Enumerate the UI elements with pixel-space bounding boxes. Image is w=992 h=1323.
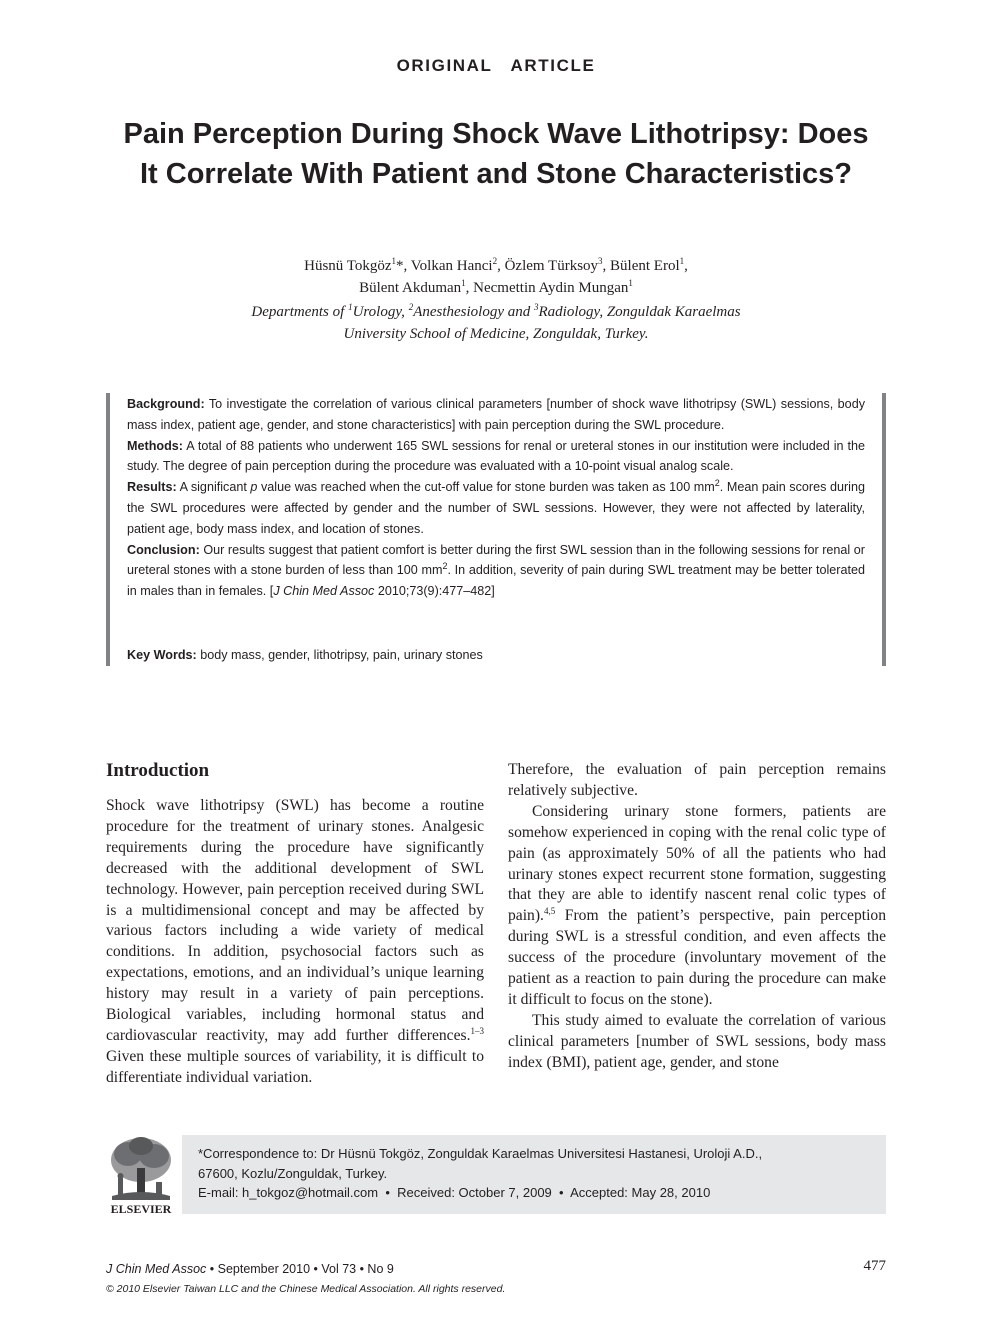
affil-sup: 3 — [534, 302, 539, 312]
author-list — [180, 255, 812, 299]
left-column — [106, 758, 484, 1089]
copyright: © 2010 Elsevier Taiwan LLC and the Chinese Medical Association. All rights reserved. — [106, 1283, 506, 1295]
correspondence-line: *Correspondence to: Dr Hüsnü Tokgöz, Zonguldak Karaelmas Universitesi Hastanesi, Uroloji A.D., — [198, 1146, 763, 1161]
affiliations — [180, 301, 812, 345]
abstract — [127, 394, 865, 602]
received-date: Received: October 7, 2009 — [397, 1185, 552, 1200]
affil-text: Radiology, Zonguldak Karaelmas — [538, 304, 741, 320]
correspondence-email: E-mail: h_tokgoz@hotmail.com — [198, 1185, 379, 1200]
author-name: , Bülent Erol — [602, 258, 680, 274]
abstract-label: Conclusion: — [127, 542, 200, 557]
body-text: Given these multiple sources of variability, it is difficult to differentiate individual variation. — [106, 1047, 484, 1086]
author-name: , Necmettin Aydin Mungan — [465, 280, 629, 296]
page-number: 477 — [863, 1258, 886, 1274]
author-affil-sup: 2 — [492, 256, 498, 266]
abstract-text: A significant — [176, 480, 251, 495]
correspondence-line — [198, 1183, 878, 1203]
abstract-text: . Mean pain scores during the SWL procedures were affected by gender and the number of SWL sessions. However, they were not affected by laterality, patient age, body mass index, and location of stones. — [127, 480, 865, 536]
intro-heading: Introduction — [106, 760, 210, 781]
body-text: Shock wave lithotripsy (SWL) has become a routine procedure for the treatment of urinary stones. Analgesic requirements during the procedure have significantly decreased with the additional development of SWL technology. However, pain perception received during SWL is a multidimensional concept and may be affected by various factors including a wide variety of medical conditions. In addition, psychosocial factors such as expectations, emotions, and an individual’s unique learning history may result in a variety of pain perceptions. Biological variables, including hormonal status and cardiovascular reactivity, may add further differences. — [106, 797, 484, 1044]
author-name: , Özlem Türksoy — [497, 258, 599, 274]
abstract-label: Methods: — [127, 438, 183, 453]
abstract-text: A total of 88 patients who underwent 165 SWL sessions for renal or ureteral stones in our institution were included in the study. The degree of pain perception during the procedure was evaluated with a 10-point visual analog scale. — [127, 438, 865, 474]
affil-text: University School of Medicine, Zonguldak, Turkey. — [343, 326, 649, 342]
affil-sup: 1 — [348, 302, 353, 312]
section-label: ORIGINAL ARTICLE — [396, 56, 596, 75]
elsevier-wordmark: ELSEVIER — [110, 1202, 172, 1216]
abstract-text: . In addition, severity of pain during SWL treatment may be better tolerated in males than in females. [ — [127, 563, 865, 599]
author-affil-sup: 1 — [628, 278, 633, 288]
affil-text: Urology, — [352, 304, 409, 320]
author-affil-sup: 1 — [461, 278, 466, 288]
abstract-results — [127, 477, 865, 539]
keywords-label: Key Words: — [127, 648, 197, 662]
abstract-sup: 2 — [442, 561, 448, 572]
abstract-label: Background: — [127, 397, 205, 411]
author-name: Hüsnü Tokgöz — [304, 258, 392, 274]
body-paragraph — [106, 796, 484, 1089]
correspondence-line: 67600, Kozlu/Zonguldak, Turkey. — [198, 1165, 388, 1181]
abstract-sup: 2 — [714, 478, 720, 488]
author-affil-sup: 1 — [679, 256, 685, 266]
footer-journal-line — [106, 1261, 394, 1277]
right-column — [508, 760, 886, 1074]
abstract-conclusion — [127, 540, 865, 602]
author-name: , Volkan Hanci — [403, 258, 493, 274]
citation-sup: 4,5 — [543, 906, 556, 917]
abstract-text: 2010;73(9):477–482] — [374, 584, 495, 599]
abstract-text: To investigate the correlation of various clinical parameters [number of shock wave lithotripsy (SWL) sessions, body mass index, patient age, gender, and stone characteristics] with pain perception during the SWL procedure. — [127, 397, 865, 432]
accepted-date: Accepted: May 28, 2010 — [570, 1185, 711, 1200]
body-paragraph: This study aimed to evaluate the correlation of various clinical parameters [number of SWL sessions, body mass index (BMI), patient age, gender, and stone — [508, 1011, 886, 1071]
keywords — [127, 645, 865, 665]
footer-journal-name: J Chin Med Assoc — [106, 1262, 207, 1276]
footer-issue: • September 2010 • Vol 73 • No 9 — [206, 1262, 394, 1276]
bullet-separator: • — [559, 1185, 564, 1200]
author-separator: , — [684, 258, 688, 274]
author-name: Bülent Akduman — [359, 280, 462, 296]
elsevier-logo — [104, 1134, 178, 1216]
body-text: Considering urinary stone formers, patients are somehow experienced in coping with the renal colic type of pain (as approximately 50% of all the patients who had urinary stones expect recurrent stone formation, suggesting that they are able to identify nascent renal colic types of pain). — [508, 802, 886, 925]
abstract-methods — [127, 436, 865, 478]
corresponding-mark: * — [396, 258, 404, 274]
article-title: Pain Perception During Shock Wave Lithotripsy: Does It Correlate With Patient and Stone Characteristics? — [123, 118, 869, 190]
abstract-label: Results: — [127, 480, 177, 495]
elsevier-tree-icon — [104, 1134, 178, 1216]
abstract-journal: J Chin Med Assoc — [273, 584, 375, 599]
affil-text: Departments of — [251, 304, 349, 320]
abstract-text: p — [250, 480, 258, 495]
abstract-background — [127, 394, 865, 436]
body-paragraph: Therefore, the evaluation of pain perception remains relatively subjective. — [508, 761, 886, 799]
correspondence — [198, 1144, 878, 1203]
affil-sup: 2 — [408, 302, 414, 312]
abstract-text: value was reached when the cut-off value for stone burden was taken as 100 mm — [257, 480, 715, 495]
bullet-separator: • — [385, 1185, 390, 1200]
affil-text: Anesthesiology and — [413, 304, 535, 320]
keywords-text: body mass, gender, lithotripsy, pain, urinary stones — [196, 648, 483, 662]
body-paragraph — [508, 802, 886, 1011]
author-affil-sup: 1 — [391, 256, 397, 266]
abstract-text: Our results suggest that patient comfort is better during the first SWL session than in the following sessions for renal or ureteral stones with a stone burden of less than 100 mm — [127, 542, 865, 578]
author-affil-sup: 3 — [598, 256, 603, 266]
body-text: From the patient’s perspective, pain perception during SWL is a stressful condition, and even affects the success of the procedure (involuntary movement of the patient as a reaction to pain during the procedure can make it difficult to focus on the stone). — [508, 907, 886, 1008]
citation-sup: 1–3 — [470, 1025, 484, 1036]
